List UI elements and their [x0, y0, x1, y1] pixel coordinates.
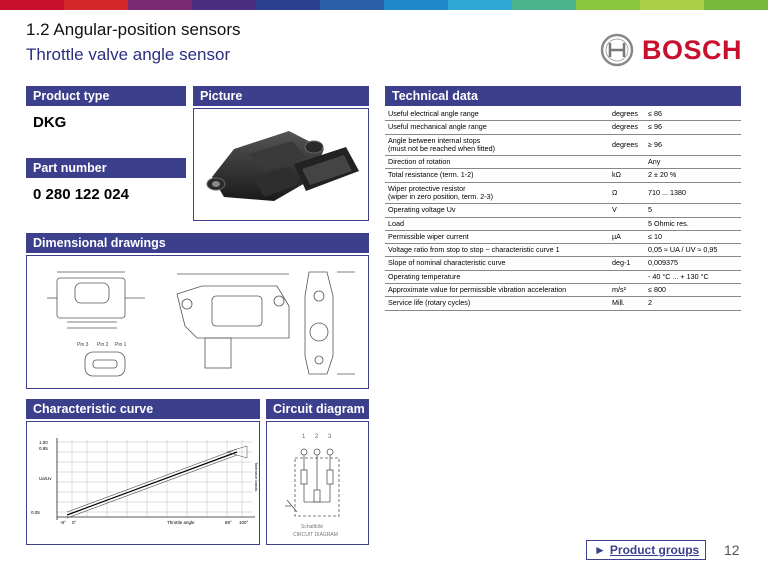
- strip-segment: [192, 0, 256, 10]
- table-row: [385, 182, 741, 204]
- cell-value: ≤ 800: [645, 283, 741, 296]
- dimensional-drawing: [27, 256, 367, 387]
- table-row: [385, 244, 741, 257]
- bosch-logo: [600, 33, 742, 67]
- strip-segment: [576, 0, 640, 10]
- cell-value: ≤ 10: [645, 230, 741, 243]
- bosch-armature-icon: [600, 33, 634, 67]
- y-tick-label: 0.95: [39, 446, 48, 451]
- cell-value: 710 ... 1380: [645, 182, 741, 204]
- brand-color-strip: [0, 0, 768, 10]
- cell-unit: deg-1: [609, 257, 645, 270]
- x-tick-label: -8°: [60, 520, 66, 525]
- dimensional-heading: Dimensional drawings: [26, 233, 369, 253]
- picture-heading: Picture: [193, 86, 369, 106]
- cell-value: 0,009375: [645, 257, 741, 270]
- table-row: [385, 121, 741, 134]
- table-row: [385, 169, 741, 182]
- pin-label: Pin 3: [77, 342, 89, 348]
- cell-value: ≤ 96: [645, 121, 741, 134]
- strip-segment: [256, 0, 320, 10]
- table-row: [385, 156, 741, 169]
- strip-segment: [448, 0, 512, 10]
- cell-param: Load: [385, 217, 609, 230]
- cell-value: Any: [645, 156, 741, 169]
- table-row: [385, 297, 741, 310]
- table-row: [385, 270, 741, 283]
- cell-value: - 40 °C ... + 130 °C: [645, 270, 741, 283]
- cell-param: Slope of nominal characteristic curve: [385, 257, 609, 270]
- cell-unit: kΩ: [609, 169, 645, 182]
- y-tick-label: 1.00: [39, 440, 48, 445]
- sensor-photo: [194, 109, 367, 219]
- cell-param: Operating temperature: [385, 270, 609, 283]
- strip-segment: [704, 0, 768, 10]
- cell-value: ≤ 86: [645, 108, 741, 121]
- table-row: [385, 230, 741, 243]
- cell-value: 0,05 ≈ UA / UV ≈ 0,95: [645, 244, 741, 257]
- product-type-heading: Product type: [26, 86, 186, 106]
- product-groups-label: Product groups: [609, 543, 700, 557]
- table-row: [385, 283, 741, 296]
- cell-unit: [609, 217, 645, 230]
- table-row: [385, 134, 741, 156]
- cell-param: Operating voltage Uv: [385, 204, 609, 217]
- cell-unit: degrees: [609, 134, 645, 156]
- cell-param: Total resistance (term. 1-2): [385, 169, 609, 182]
- brand-name: BOSCH: [642, 34, 743, 65]
- y-tick-label: 0.05: [31, 510, 40, 515]
- tolerance-label: Tolerance bands: [254, 462, 259, 492]
- dimensional-drawing-box: [26, 255, 369, 389]
- play-triangle-icon: ►: [594, 543, 606, 557]
- strip-segment: [512, 0, 576, 10]
- cell-unit: degrees: [609, 121, 645, 134]
- cell-unit: [609, 270, 645, 283]
- table-row: [385, 217, 741, 230]
- circuit-diagram: [267, 422, 367, 543]
- circuit-heading: Circuit diagram: [266, 399, 369, 419]
- cell-param: Voltage ratio from stop to stop ~ characteristic curve 1: [385, 244, 609, 257]
- cell-unit: [609, 244, 645, 257]
- cell-param: Wiper protective resistor (wiper in zero position, term. 2-3): [385, 182, 609, 204]
- cell-param: Approximate value for permissible vibration acceleration: [385, 283, 609, 296]
- technical-data-heading: Technical data: [385, 86, 741, 106]
- pin-number: 3: [328, 434, 332, 440]
- cell-unit: V: [609, 204, 645, 217]
- part-number-heading: Part number: [26, 158, 186, 178]
- part-number-value: 0 280 122 024: [33, 186, 129, 203]
- cell-value: ≥ 96: [645, 134, 741, 156]
- cell-value: 5 Ohmic res.: [645, 217, 741, 230]
- cell-unit: m/s²: [609, 283, 645, 296]
- technical-data-table: [385, 108, 741, 311]
- cell-value: 2 ± 20 %: [645, 169, 741, 182]
- pin-label: Pin 1: [115, 342, 127, 348]
- circuit-diagram-box: [266, 421, 369, 545]
- strip-segment: [320, 0, 384, 10]
- x-tick-label: 88°: [225, 520, 232, 525]
- product-groups-button[interactable]: [586, 540, 706, 560]
- pin-number: 2: [315, 434, 319, 440]
- page-title: 1.2 Angular-position sensors: [26, 20, 241, 39]
- cell-param: Useful mechanical angle range: [385, 121, 609, 134]
- x-tick-label: 0°: [72, 520, 77, 525]
- cell-value: 5: [645, 204, 741, 217]
- cell-param: Permissible wiper current: [385, 230, 609, 243]
- page-number: 12: [724, 542, 740, 558]
- x-tick-label: 100°: [239, 520, 249, 525]
- cell-param: Direction of rotation: [385, 156, 609, 169]
- table-row: [385, 257, 741, 270]
- cell-unit: Mill.: [609, 297, 645, 310]
- characteristic-curve-box: [26, 421, 260, 545]
- cell-param: Angle between internal stops (must not be reached when fitted): [385, 134, 609, 156]
- table-row: [385, 204, 741, 217]
- strip-segment: [128, 0, 192, 10]
- characteristic-curve: [27, 422, 258, 543]
- x-axis-label: Throttle angle: [167, 520, 195, 525]
- circuit-caption: Schaltbild: [301, 524, 323, 530]
- strip-segment: [384, 0, 448, 10]
- cell-value: 2: [645, 297, 741, 310]
- cell-param: Useful electrical angle range: [385, 108, 609, 121]
- page-subtitle: Throttle valve angle sensor: [26, 45, 231, 64]
- pin-number: 1: [302, 434, 306, 440]
- picture-box: [193, 108, 369, 221]
- cell-unit: µA: [609, 230, 645, 243]
- table-row: [385, 108, 741, 121]
- product-type-value: DKG: [33, 114, 67, 131]
- strip-segment: [0, 0, 64, 10]
- cell-unit: [609, 156, 645, 169]
- characteristic-heading: Characteristic curve: [26, 399, 260, 419]
- strip-segment: [64, 0, 128, 10]
- strip-segment: [640, 0, 704, 10]
- y-axis-label: Ua/Uv: [39, 476, 52, 481]
- cell-unit: degrees: [609, 108, 645, 121]
- pin-label: Pin 2: [97, 342, 109, 348]
- cell-unit: Ω: [609, 182, 645, 204]
- cell-param: Service life (rotary cycles): [385, 297, 609, 310]
- circuit-caption: CIRCUIT DIAGRAM: [293, 532, 338, 538]
